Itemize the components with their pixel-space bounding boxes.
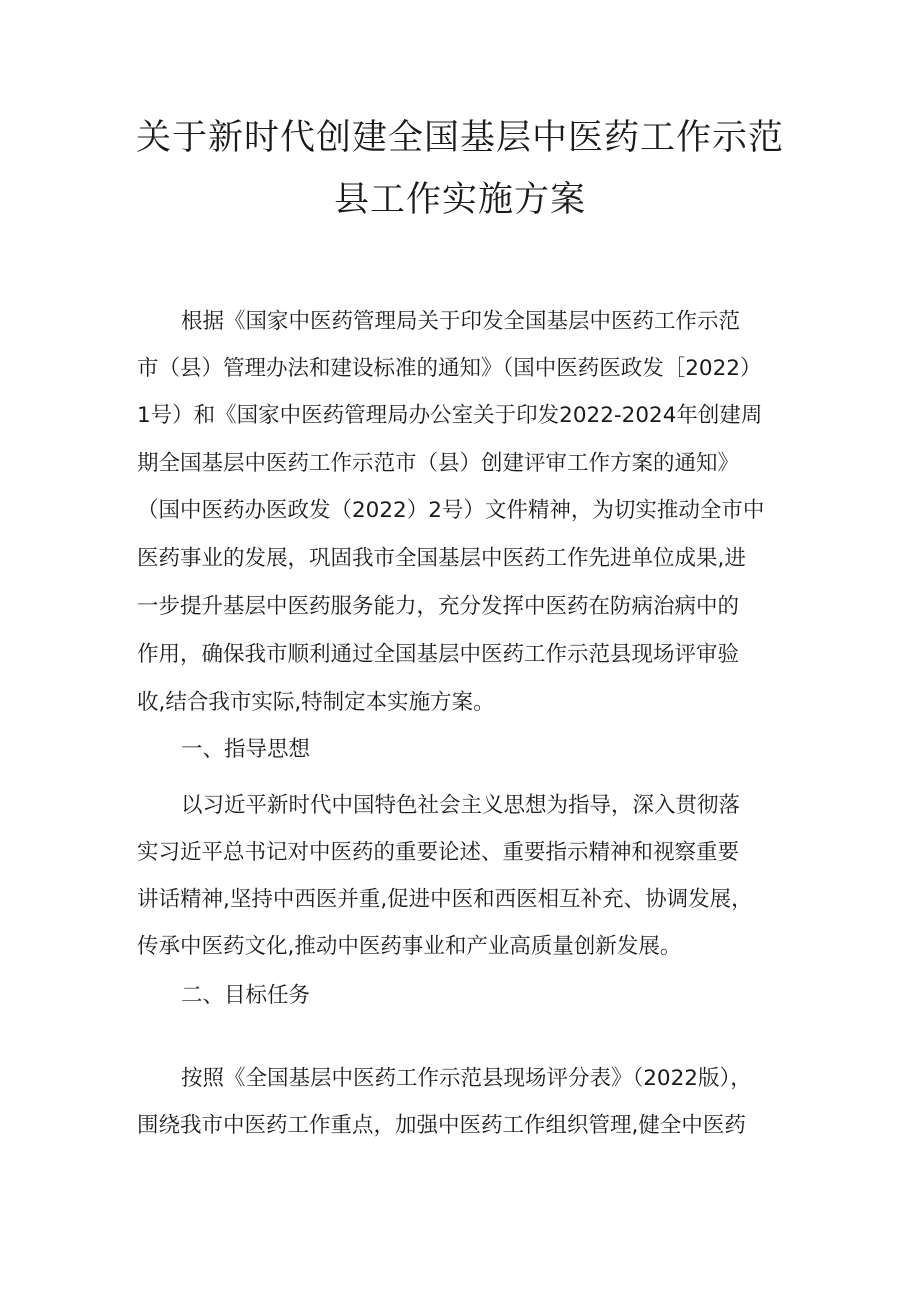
document-title-line-2: 县工作实施方案 <box>333 180 586 220</box>
intro-paragraph-line: 期全国基层中医药工作示范市（县）创建评审工作方案的通知》 <box>137 451 740 476</box>
intro-paragraph-line: （国中医药办医政发（2022）2号）文件精神，为切实推动全市中 <box>137 498 765 523</box>
section-heading-target-tasks: 二、目标任务 <box>181 983 311 1008</box>
section2-paragraph-line: 围绕我市中医药工作重点，加强中医药工作组织管理,健全中医药 <box>137 1113 746 1138</box>
section2-paragraph-line: 按照《全国基层中医药工作示范县现场评分表》（2022版）， <box>181 1066 752 1091</box>
section1-paragraph-line: 实习近平总书记对中医药的重要论述、重要指示精神和视察重要 <box>137 840 740 865</box>
document-title-line-1: 关于新时代创建全国基层中医药工作示范 <box>135 118 784 158</box>
intro-paragraph-line: 作用，确保我市顺利通过全国基层中医药工作示范县现场评审验 <box>137 642 740 667</box>
section1-paragraph-line: 讲话精神,坚持中西医并重,促进中医和西医相互补充、协调发展， <box>137 887 753 912</box>
intro-paragraph-line: 1号）和《国家中医药管理局办公室关于印发2022-2024年创建周 <box>137 403 763 428</box>
intro-paragraph-line: 市（县）管理办法和建设标准的通知》（国中医药医政发［2022） <box>137 356 762 381</box>
intro-paragraph-line: 收,结合我市实际,特制定本实施方案。 <box>137 690 495 715</box>
intro-paragraph-line: 一步提升基层中医药服务能力，充分发挥中医药在防病治病中的 <box>137 594 740 619</box>
intro-paragraph-line: 根据《国家中医药管理局关于印发全国基层中医药工作示范 <box>181 309 741 334</box>
intro-paragraph-line: 医药事业的发展，巩固我市全国基层中医药工作先进单位成果,进 <box>137 546 746 571</box>
section1-paragraph-line: 传承中医药文化,推动中医药事业和产业高质量创新发展。 <box>137 934 682 959</box>
section1-paragraph-line: 以习近平新时代中国特色社会主义思想为指导，深入贯彻落 <box>181 793 741 818</box>
section-heading-guiding-ideology: 一、指导思想 <box>181 737 311 762</box>
